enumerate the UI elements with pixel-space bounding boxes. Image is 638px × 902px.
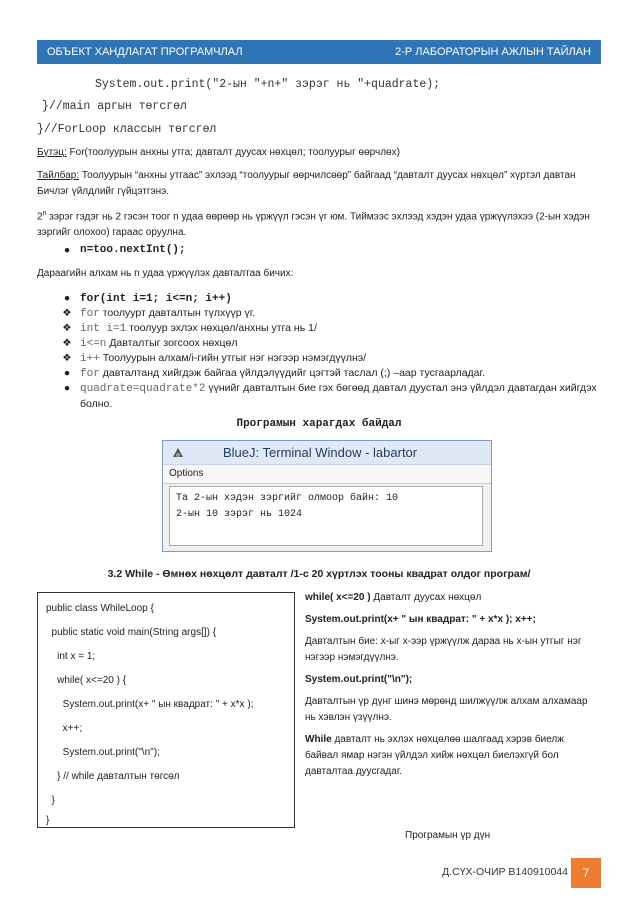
bullet-dot-icon: ●: [63, 244, 71, 256]
code-line: System.out.print("\n");: [46, 747, 160, 758]
header-left-title: ОБЪЕКТ ХАНДЛАГАТ ПРОГРАМЧЛАЛ: [47, 46, 243, 58]
code-line: x++;: [46, 723, 83, 734]
page-header: [37, 40, 601, 64]
terminal-output: [169, 486, 483, 546]
while-condition-code: while( x<=20 ): [305, 592, 371, 603]
bullet-diamond-icon: ❖: [62, 352, 72, 364]
while-condition-text: Давталт дуусах нөхцөл: [370, 592, 482, 603]
code-main-end: }//main аргын төгсгөл: [42, 100, 187, 113]
code-line: }: [46, 815, 50, 826]
bullet-code: for: [80, 308, 100, 320]
code-line: public class WhileLoop {: [46, 603, 154, 614]
code-line: public static void main(String args[]) {: [46, 627, 217, 638]
bullet-dot-icon: ●: [63, 292, 71, 304]
structure-paragraph: [37, 145, 601, 161]
bullet-dot-icon: ●: [63, 367, 71, 379]
newline-code: System.out.print("\n");: [305, 674, 413, 685]
while-body-note: Давталтын бие: х-ыг х-ээр үржүүлж дараа нь х-ын утгыг нэг нэгээр нэмэгдүүлнэ.: [305, 636, 582, 663]
bullet-text: тоолуур эхлэх нөхцөл/анхны утга нь 1/: [126, 322, 317, 334]
newline-note: Давталтын үр дүнг шинэ мөрөнд шилжүүлж алхам алхамаар нь хэвлэн үзүүлнэ.: [305, 696, 588, 723]
nextint-code: n=too.nextInt();: [80, 244, 186, 256]
terminal-menu-options[interactable]: Options: [163, 465, 491, 484]
bullet-code: i++: [80, 353, 100, 365]
terminal-titlebar: [163, 441, 491, 465]
while-summary-note: [305, 732, 595, 780]
terminal-window: [162, 440, 492, 552]
while-condition-note: [305, 590, 595, 606]
bullet-text: Тоолуурын алхам/i-гийн утгыг нэг нэгээр нэмэгдүүлнэ/: [99, 352, 367, 364]
explanation-text: Тоолуурын “анхны утгаас” эхлээд “тоолуурыг өөрчилсөөр” байгаад “давталт дуусах нөхцөл” хүртэл давтан Бичлэг үйлдлийг гүйцэтгэнэ.: [37, 170, 576, 197]
power-text: зэрэг гэдэг нь 2 гэсэн тоог n удаа өөрөөр нь үржүүл гэсэн үг юм. Тиймээс эхлээд хэдэн удаа үржүүлэхээ (2-ын хэдэн зэргийг олохоо) гараас оруулна.: [37, 211, 590, 239]
bullet-diamond-icon: ❖: [62, 322, 72, 334]
bullet-code: for: [80, 368, 100, 380]
bullet-dot-icon: ●: [63, 382, 71, 394]
power-paragraph: [37, 206, 601, 241]
bullet-code: i<=n: [80, 338, 107, 350]
result-caption: Програмын үр дүн: [405, 830, 491, 841]
structure-label: Бүтэц:: [37, 147, 67, 158]
footer-author: Д.СҮХ-ОЧИР В140910044: [442, 866, 568, 878]
while-body-code: System.out.print(x+ " ын квадрат: " + x*x ); x++;: [305, 614, 536, 625]
code-class-end: }//ForLoop классын төгсгөл: [37, 123, 217, 136]
bullet-code: int i=1: [80, 323, 127, 335]
bullet-text: Давталтыг зогсоох нөхцөл: [106, 337, 238, 349]
code-line: }: [46, 795, 55, 806]
page-number: 7: [571, 858, 601, 888]
code-line: while( x<=20 ) {: [46, 675, 127, 686]
bullet-code: for(int i=1; i<=n; i++): [80, 293, 232, 305]
bullet-diamond-icon: ❖: [62, 337, 72, 349]
structure-text: For(тоолуурын анхны утга; давталт дуусах нөхцөл; тоолуурыг өөрчлөх): [66, 147, 400, 158]
bullet-text: давталтанд хийгдэж байгаа үйлдэлүүдийг цэгтэй таслал (;) –аар тусгаарладаг.: [99, 367, 485, 379]
section-title: 3.2 While - Өмнөх нөхцөлт давталт /1-с 20 хүртлэх тооны квадрат олдог програм/: [107, 568, 531, 580]
explanation-label: Тайлбар:: [37, 170, 80, 181]
terminal-output-line: 2-ын 10 зэрэг нь 1024: [176, 509, 303, 520]
bullet-diamond-icon: ❖: [62, 307, 72, 319]
bullet-text: тоолуурт давталтын түлхүүр үг.: [99, 307, 256, 319]
while-code-box: [37, 592, 295, 828]
while-keyword: While: [305, 734, 332, 745]
header-right-title: 2-Р ЛАБОРАТОРЫН АЖЛЫН ТАЙЛАН: [395, 46, 591, 58]
code-line: int x = 1;: [46, 651, 96, 662]
terminal-title: BlueJ: Terminal Window - labartor: [223, 445, 418, 460]
power-base: 2: [37, 211, 43, 223]
code-line: System.out.print(x+ " ын квадрат: " + x*x );: [46, 699, 254, 710]
code-print-line: System.out.print("2-ын "+n+" зэрэг нь "+quadrate);: [95, 78, 441, 91]
screenshot-caption: Програмын харагдах байдал: [236, 418, 402, 430]
code-line: } // while давталтын төгсөл: [46, 771, 180, 782]
bluej-app-icon: [171, 446, 185, 460]
bullet-text: үүнийг давталтын бие гэх бөгөөд давтал дуустал энэ үйлдэл давтагдан хийгдэх болно.: [80, 382, 597, 410]
next-step-paragraph: Дараагийн алхам нь n удаа үржүүлэх давталтаа бичих:: [37, 268, 294, 279]
terminal-output-line: Та 2-ын хэдэн зэргийг олмоор байн: 10: [176, 493, 399, 504]
while-summary-text: давталт нь эхлэх нөхцөлөө шалгаад хэрэв биелж байвал ямар нэгэн үйлдэл хийж нөхцөл биелэхгүй бол давталтаа дуусгадаг.: [305, 734, 564, 777]
bullet-code: quadrate=quadrate*2: [80, 383, 206, 395]
explanation-paragraph: [37, 168, 601, 200]
power-exponent: n: [42, 210, 47, 217]
